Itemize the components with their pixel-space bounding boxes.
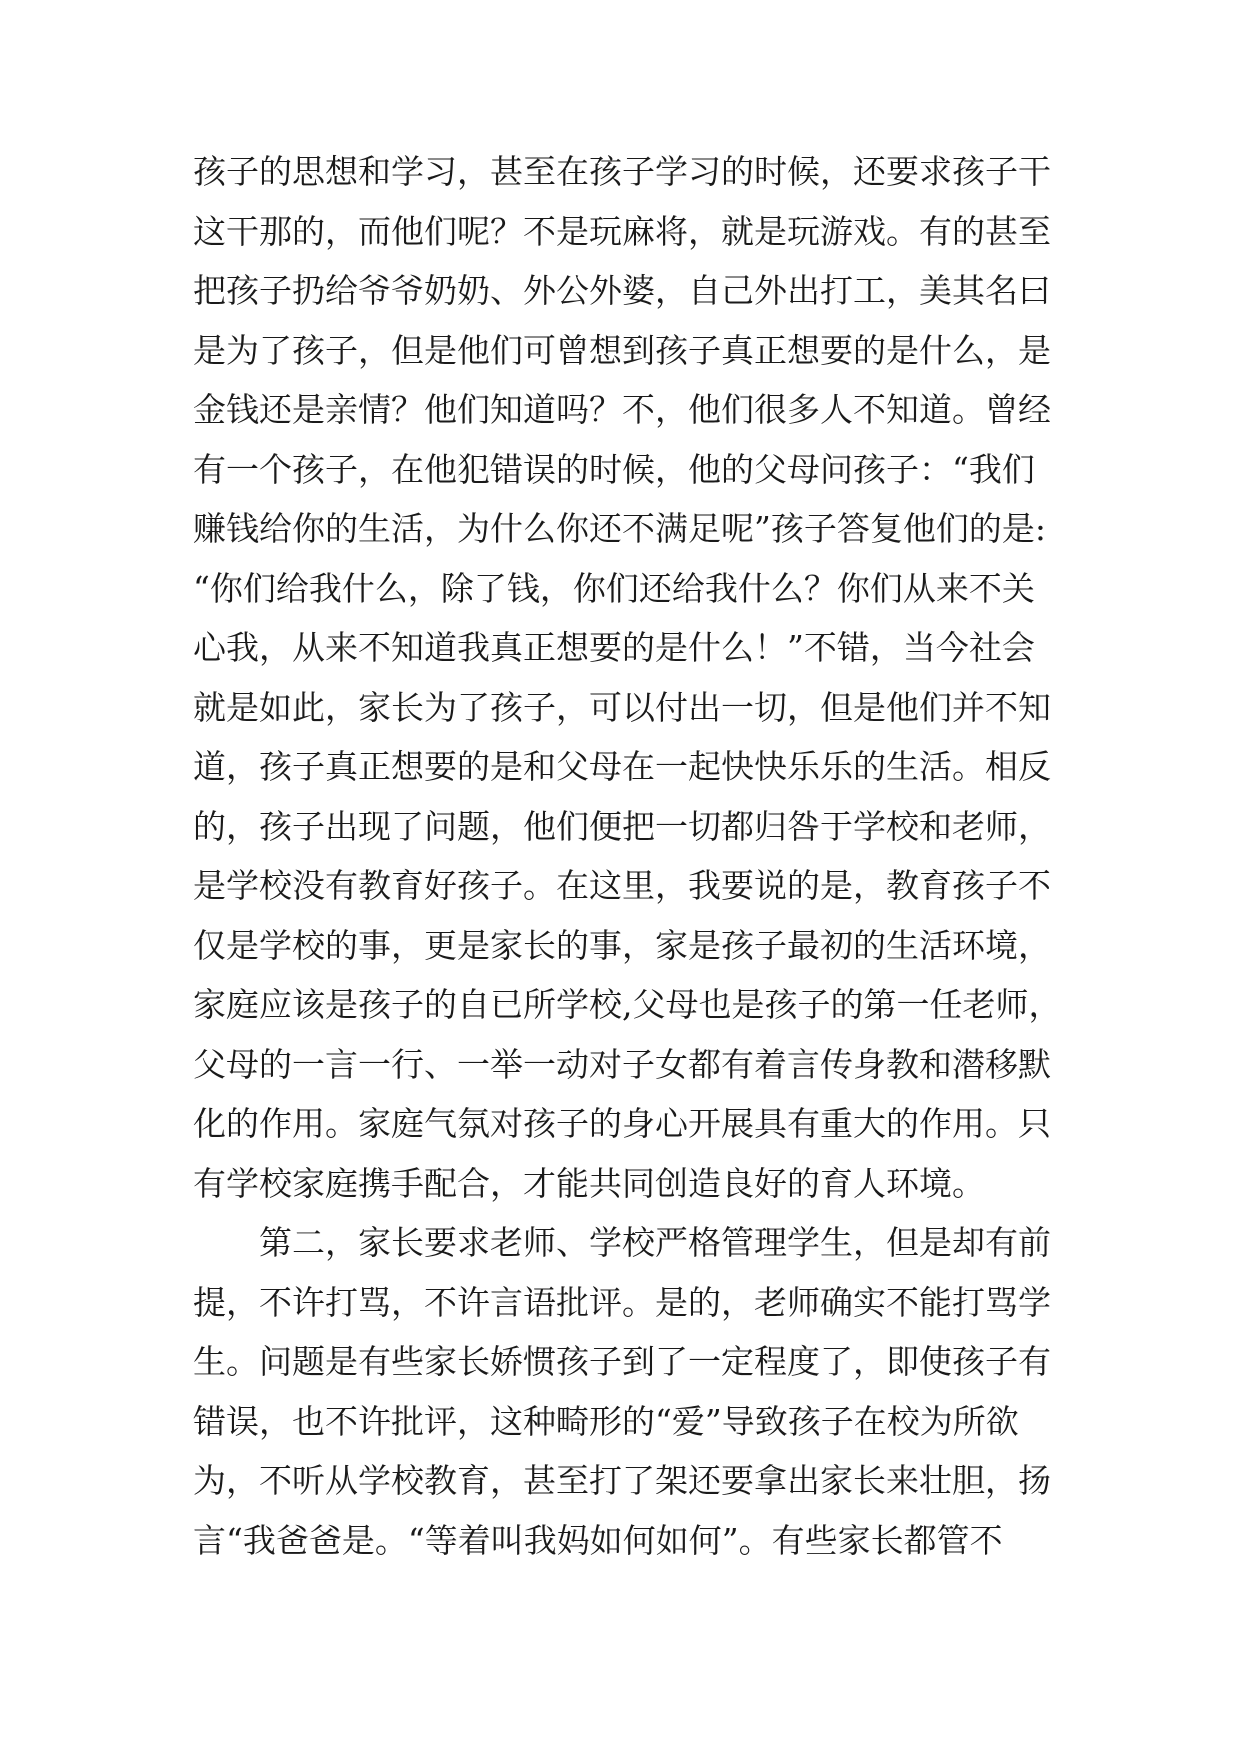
- text-line: 赚钱给你的生活，为什么你还不满足呢”孩子答复他们的是:: [193, 509, 1046, 548]
- text-line: 就是如此，家长为了孩子，可以付出一切，但是他们并不知: [193, 687, 1051, 727]
- text-line: 仅是学校的事，更是家长的事，家是孩子最初的生活环境，: [193, 925, 1051, 965]
- text-line: 孩子的思想和学习，甚至在孩子学习的时候，还要求孩子干: [193, 152, 1051, 191]
- body-text: [193, 142, 1063, 1570]
- text-line: “你们给我什么，除了钱，你们还给我什么？你们从来不关: [193, 568, 1035, 608]
- text-line: 错误，也不许批评，这种畸形的“爱”导致孩子在校为所欲: [193, 1401, 1019, 1441]
- text-line: 父母的一言一行、一举一动对子女都有着言传身教和潜移默: [193, 1044, 1051, 1084]
- text-line: 为，不听从学校教育，甚至打了架还要拿出家长来壮胆，扬: [193, 1461, 1051, 1500]
- text-line: 是为了孩子，但是他们可曾想到孩子真正想要的是什么，是: [193, 330, 1051, 370]
- text-line: 言“我爸爸是。“等着叫我妈如何如何”。有些家长都管不: [193, 1520, 1003, 1560]
- paragraph-start-line: 第二，家长要求老师、学校严格管理学生，但是却有前: [259, 1223, 1051, 1262]
- text-line: 这干那的，而他们呢？不是玩麻将，就是玩游戏。有的甚至: [193, 211, 1051, 251]
- text-line: 化的作用。家庭气氛对孩子的身心开展具有重大的作用。只: [193, 1104, 1051, 1143]
- text-line: 心我，从来不知道我真正想要的是什么！”不错，当今社会: [193, 628, 1035, 667]
- text-line: 金钱还是亲情？他们知道吗？不，他们很多人不知道。曾经: [193, 390, 1051, 429]
- text-line: 是学校没有教育好孩子。在这里，我要说的是，教育孩子不: [193, 866, 1051, 905]
- text-line: 生。问题是有些家长娇惯孩子到了一定程度了，即使孩子有: [193, 1342, 1051, 1381]
- text-line: 把孩子扔给爷爷奶奶、外公外婆，自己外出打工，美其名曰: [193, 271, 1051, 310]
- text-line: 家庭应该是孩子的自已所学校,父母也是孩子的第一任老师，: [193, 985, 1062, 1024]
- text-line: 提，不许打骂，不许言语批评。是的，老师确实不能打骂学: [193, 1282, 1051, 1322]
- text-line: 有学校家庭携手配合，才能共同创造良好的育人环境。: [193, 1163, 985, 1203]
- text-line: 的，孩子出现了问题，他们便把一切都归咎于学校和老师，: [193, 806, 1051, 846]
- text-line: 有一个孩子，在他犯错误的时候，他的父母问孩子：“我们: [193, 449, 1035, 489]
- text-line: 道，孩子真正想要的是和父母在一起快快乐乐的生活。相反: [193, 747, 1051, 786]
